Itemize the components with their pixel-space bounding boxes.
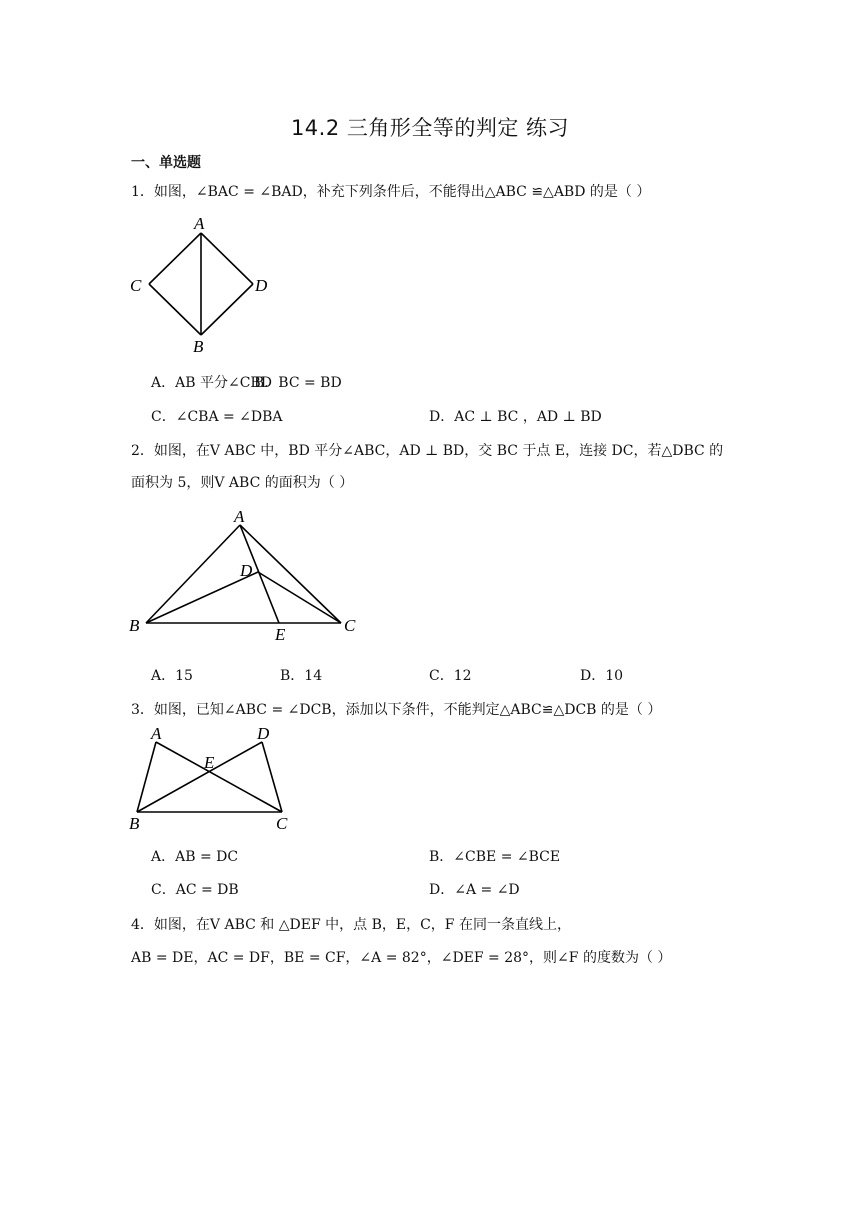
- q3-label-a: A: [151, 724, 162, 743]
- q2-option-a: A．15: [151, 668, 193, 684]
- q1-segment-db: [201, 284, 253, 335]
- question-2-figure: [125, 505, 365, 645]
- q3-segment-dc: [262, 742, 282, 812]
- q3-option-a: A．AB = DC: [151, 849, 239, 865]
- section-heading: 一、单选题: [131, 155, 201, 171]
- q3-label-d: D: [257, 724, 270, 743]
- q2-segment-dc: [258, 572, 341, 623]
- question-3-figure: [125, 722, 305, 837]
- q1-label-c: C: [130, 276, 142, 295]
- q1-label-a: A: [194, 214, 205, 233]
- q1-segment-ad: [201, 233, 253, 284]
- question-4-stem-line-2: AB = DE，AC = DF，BE = CF，∠A = 82°，∠DEF = 28°，则∠F 的度数为（ ）: [131, 950, 672, 966]
- q2-label-b: B: [129, 616, 140, 635]
- question-4-stem-line-1: 4．如图，在V ABC 和 △DEF 中，点 B，E，C，F 在同一条直线上，: [131, 917, 571, 933]
- question-1-stem: 1．如图，∠BAC = ∠BAD，补充下列条件后，不能得出△ABC ≌△ABD 的是（ ）: [131, 184, 651, 200]
- q1-option-a: A．AB 平分∠CBD: [151, 375, 272, 391]
- page-title: 14.2 三角形全等的判定 练习: [290, 116, 570, 140]
- q2-label-e: E: [275, 625, 286, 644]
- q3-option-c: C．AC = DB: [151, 882, 239, 898]
- q3-segment-ac: [156, 742, 282, 812]
- question-1-figure: [125, 210, 285, 360]
- q2-option-c: C．12: [429, 668, 472, 684]
- q1-label-b: B: [193, 337, 204, 356]
- q2-label-d: D: [240, 561, 253, 580]
- q2-label-a: A: [234, 507, 245, 526]
- q3-label-c: C: [276, 814, 288, 833]
- q2-option-b: B．14: [280, 668, 323, 684]
- q3-label-e: E: [204, 753, 215, 772]
- q2-option-d: D．10: [580, 668, 624, 684]
- q1-segment-ac: [149, 233, 201, 284]
- q1-option-d: D．AC ⊥ BC ，AD ⊥ BD: [429, 409, 602, 425]
- q3-option-b: B．∠CBE = ∠BCE: [429, 849, 561, 865]
- q1-label-d: D: [255, 276, 268, 295]
- question-2-stem-line-1: 2．如图，在V ABC 中，BD 平分∠ABC，AD ⊥ BD，交 BC 于点 E，连接 DC，若△DBC 的: [131, 443, 724, 459]
- question-2-stem-line-2: 面积为 5，则V ABC 的面积为（ ）: [131, 475, 354, 491]
- q1-option-c: C．∠CBA = ∠DBA: [151, 409, 283, 425]
- q3-segment-db: [137, 742, 262, 812]
- q2-segment-ab: [146, 525, 240, 623]
- question-3-stem: 3．如图，已知∠ABC = ∠DCB，添加以下条件，不能判定△ABC≌△DCB 的是（ ）: [131, 702, 662, 718]
- q2-label-c: C: [344, 616, 356, 635]
- q1-option-b: B．BC = BD: [254, 375, 342, 391]
- q3-option-d: D．∠A = ∠D: [429, 882, 520, 898]
- q3-segment-ab: [137, 742, 156, 812]
- q3-label-b: B: [129, 814, 140, 833]
- q1-segment-cb: [149, 284, 201, 335]
